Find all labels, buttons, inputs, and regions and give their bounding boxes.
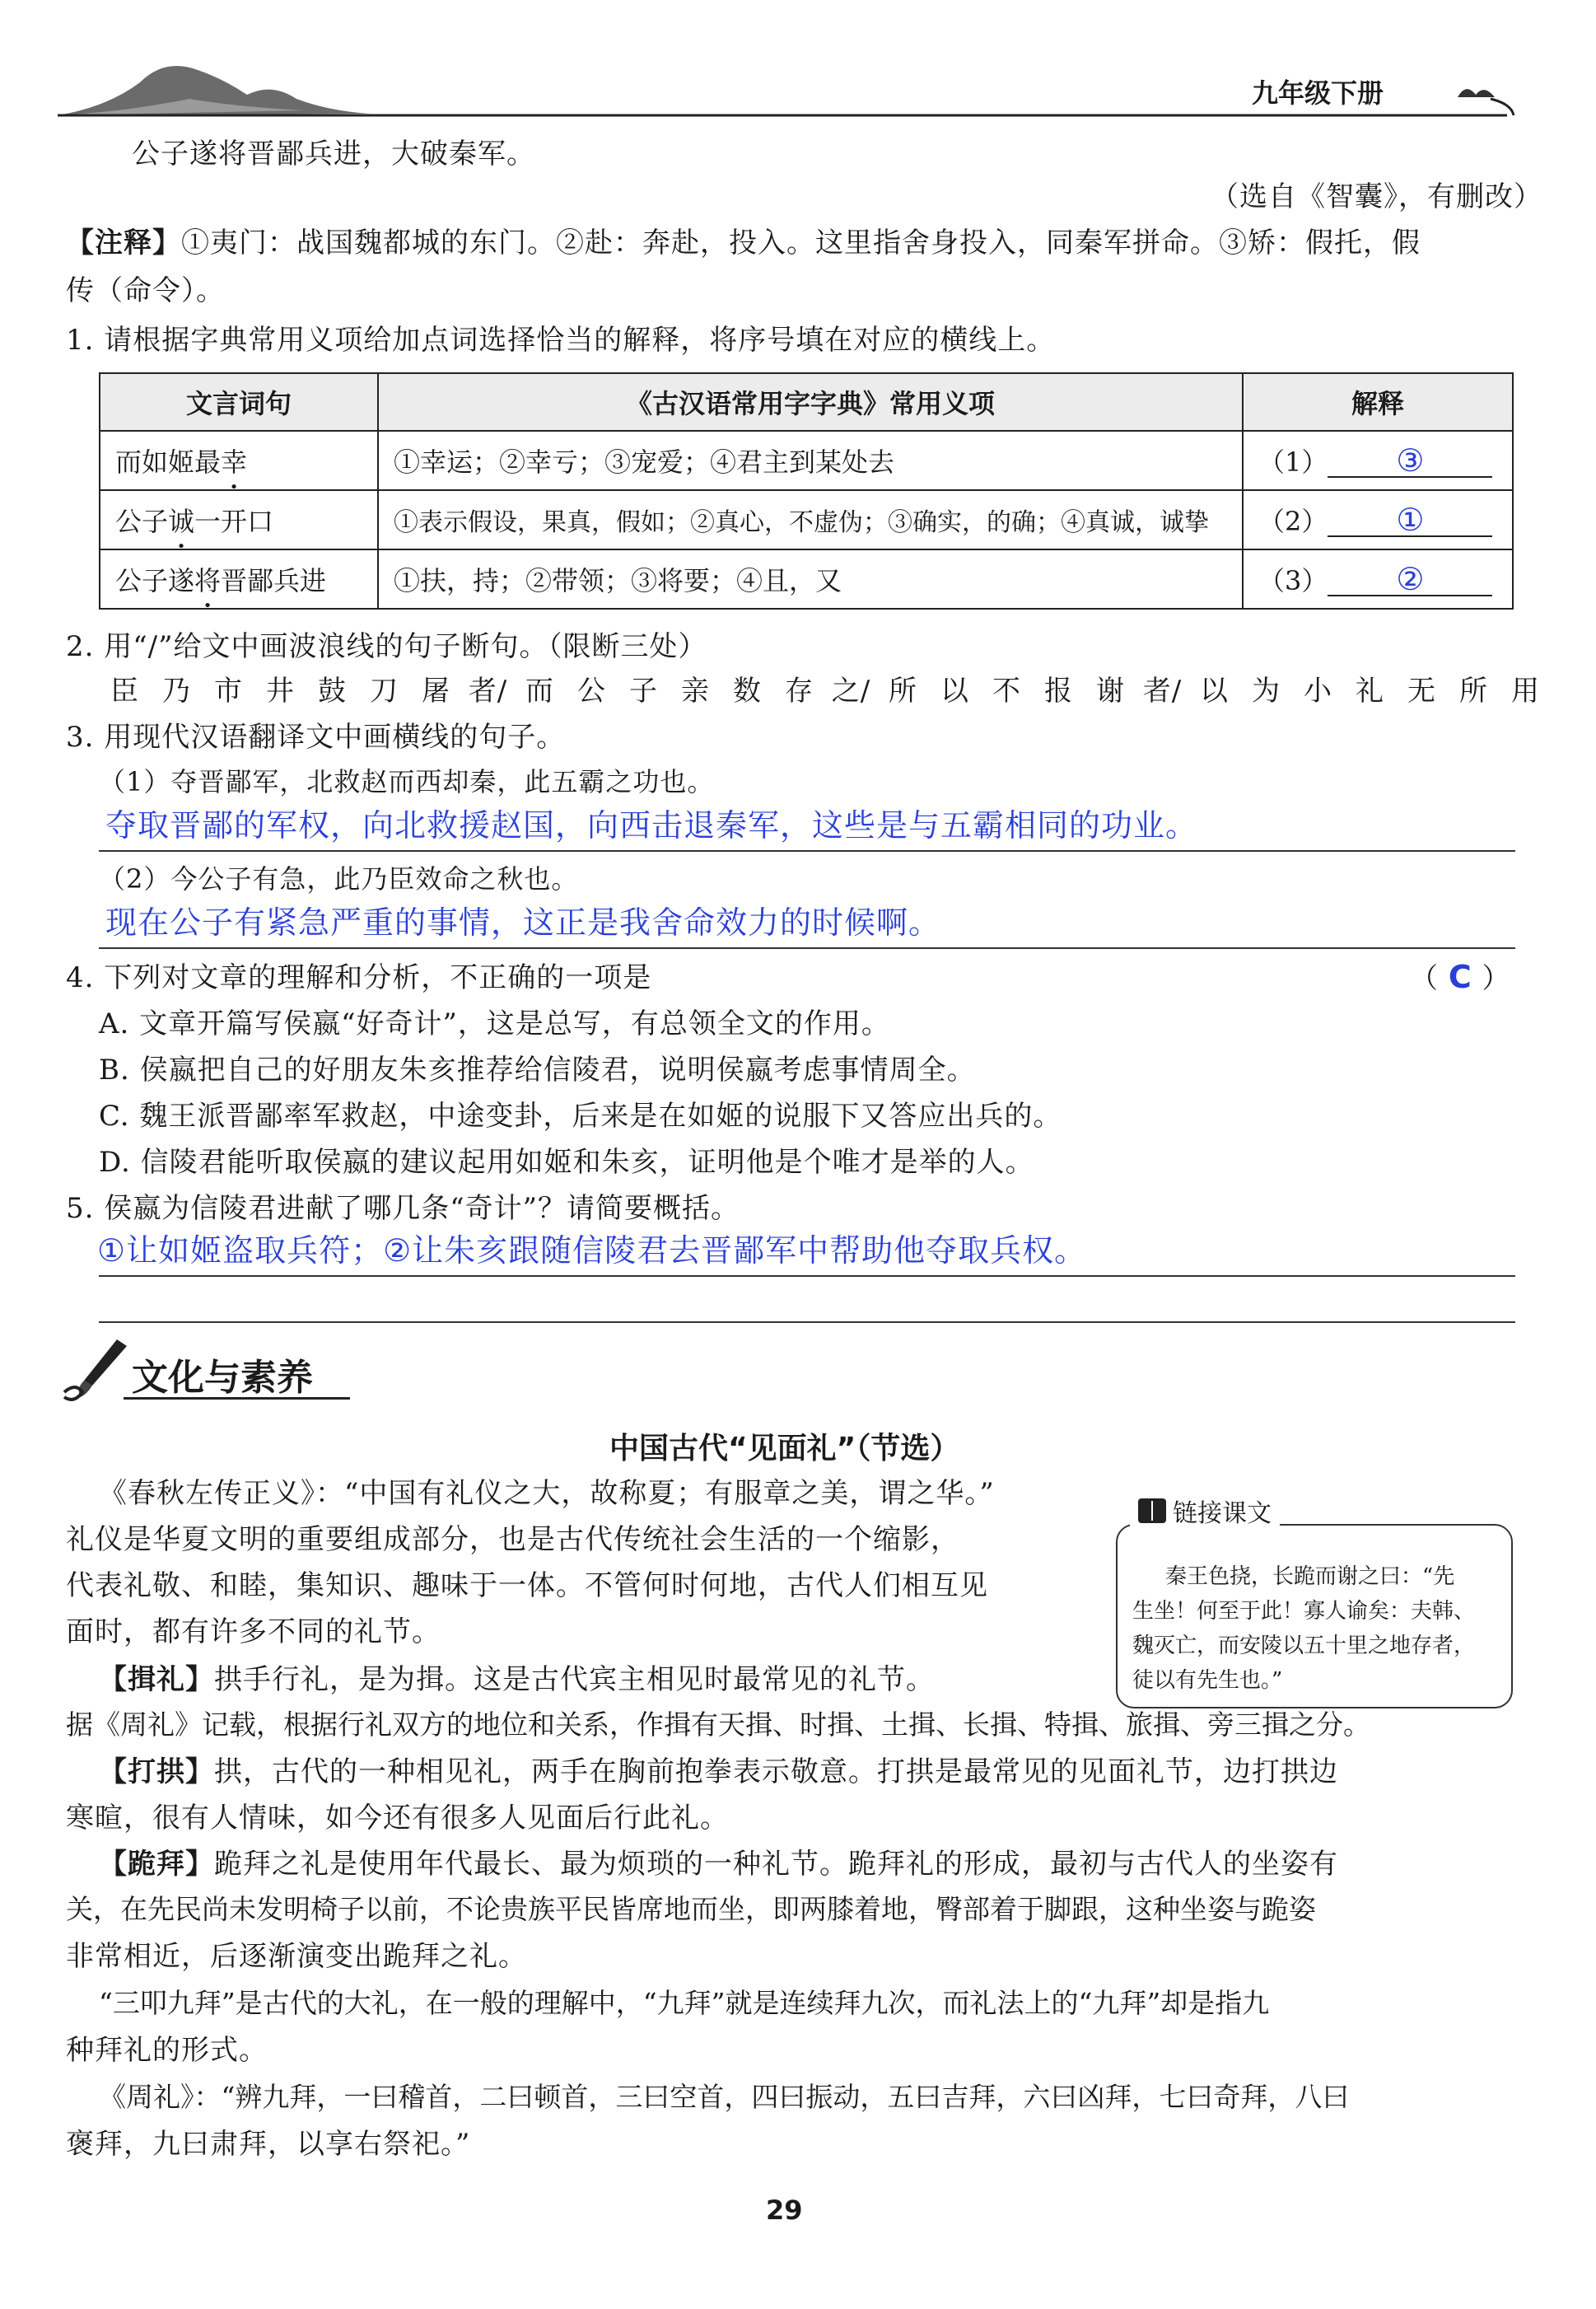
para2-line1 [99,1657,935,1702]
para5-line1: “三叩九拜”是古代的大礼，在一般的理解中，“九拜”就是连续拜九次，而礼法上的“九拜”却是指九 [99,1987,1270,2019]
page-number: 29 [766,2194,803,2226]
dotted-word: 幸 [221,446,248,478]
para4-line3: 非常相近，后逐渐演变出跪拜之礼。 [66,1940,527,1973]
passage-last-line: 公子遂将晋鄙兵进，大破秦军。 [132,138,535,171]
phrase-cell [100,490,378,549]
para1-line4: 面时，都有许多不同的礼节。 [66,1615,441,1648]
para4-text: 跪拜之礼是使用年代最长、最为烦琐的一种礼节。跪拜礼的形成，最初与古代人的坐姿有 [214,1848,1338,1881]
bracket-close: ） [1482,962,1511,995]
para3-text: 拱，古代的一种相见礼，两手在胸前抱拳表示敬意。打拱是最常见的见面礼节，边打拱边 [214,1755,1338,1788]
meanings-cell: ①表示假设，果真，假如；②真心，不虚伪；③确实，的确；④真诚，诚挚 [378,490,1243,549]
phrase-text: 公子 [115,506,169,537]
sentence-char: 报 [1044,675,1073,708]
sentence-char: 礼 [1356,675,1384,708]
notes-text-1: ①夷门：战国魏都城的东门。②赴：奔赴，投入。这里指舍身投入，同秦军拼命。③矫：假托，假 [181,227,1421,259]
sidebox-line: 徒以有先生也。” [1132,1668,1283,1693]
answer-cell [1243,490,1513,549]
phrase-text: 一开口 [194,506,274,537]
answer-blank[interactable]: ① [1328,504,1492,537]
brush-icon [59,1334,133,1409]
table-header-phrase: 文言词句 [100,373,378,431]
table-header-answer: 解释 [1243,373,1513,431]
answer-line [99,1275,1515,1277]
sentence-char: 不 [992,675,1021,708]
meanings-cell: ①扶，持；②带领；③将要；④且，又 [378,549,1243,609]
para2-text: 拱手行礼，是为揖。这是古代宾主相见时最常见的礼节。 [214,1663,935,1696]
dotted-word: 诚 [168,506,195,537]
para1-line1: 《春秋左传正义》：“中国有礼仪之大，故称夏；有服章之美，谓之华。” [99,1477,995,1510]
q5-answer[interactable]: ①让如姬盗取兵符；②让朱亥跟随信陵君去晋鄙军中帮助他夺取兵权。 [97,1232,1087,1269]
sidebox-line: 魏灭亡，而安陵以五十里之地存者， [1132,1634,1476,1658]
sentence-char: 屠 [422,675,450,708]
article-title: 中国古代“见面礼”（节选） [609,1432,960,1465]
sentence-char: 乃 [162,675,191,708]
meanings-cell: ①幸运；②幸亏；③宠爱；④君主到某处去 [378,431,1243,490]
q2-prompt: 2. 用“/”给文中画波浪线的句子断句。（限断三处） [66,630,707,663]
answer-cell [1243,431,1513,490]
q4-option-c: C. 魏王派晋鄙率军救赵，中途变卦，后来是在如姬的说服下又答应出兵的。 [99,1100,1062,1133]
para3-line2: 寒暄，很有人情味，如今还有很多人见面后行此礼。 [66,1802,729,1835]
sentence-char: 存 [785,675,814,708]
phrase-text: 而如姬最 [115,446,222,478]
table-row [100,490,1513,549]
answer-cell [1243,549,1513,609]
q4-option-a: A. 文章开篇写侯嬴“好奇计”，这是总写，有总领全文的作用。 [99,1007,890,1040]
answer-blank[interactable]: ② [1328,563,1492,596]
para4-label: 【跪拜】 [99,1848,214,1881]
table-header-row [100,373,1513,431]
sentence-char: 井 [266,675,295,708]
q3-prompt: 3. 用现代汉语翻译文中画横线的句子。 [66,721,566,754]
para5-line2: 种拜礼的形式。 [66,2034,268,2067]
q3-sentence-1: （1）夺晋鄙军，北救赵而西却秦，此五霸之功也。 [99,766,715,797]
phrase-text: 公子遂 [115,565,195,596]
table-row [100,549,1513,609]
dotted-word: 将 [194,565,222,596]
passage-source: （选自《智囊》，有删改） [1211,180,1542,213]
vocab-table [99,372,1514,610]
answer-line [99,947,1515,949]
para3-line1 [99,1750,1338,1794]
link-text-label: 链接课文 [1173,1499,1272,1528]
sentence-char: 谢 [1096,675,1125,708]
q3-answer-1[interactable]: 夺取晋鄙的军权，向北救援赵国，向西击退秦军，这些是与五霸相同的功业。 [105,807,1198,844]
q4-option-d: D. 信陵君能听取侯嬴的建议起用如姬和朱亥，证明他是个唯才是举的人。 [99,1146,1034,1179]
q4-answer-bracket [1410,952,1511,1003]
sentence-char: 臣 [110,675,139,708]
notes-line-1 [66,221,1421,265]
notes-label: 【注释】 [66,227,181,259]
sentence-char: 亲 [681,675,710,708]
para2-line2: 据《周礼》记载，根据行礼双方的地位和关系，作揖有天揖、时揖、土揖、长揖、特揖、旅揖、旁三揖之分。 [66,1708,1370,1741]
sentence-char: 无 [1407,675,1436,708]
para6-line2: 褒拜，九曰肃拜，以享右祭祀。” [66,2128,471,2161]
section-title-underline [124,1397,350,1400]
answer-number: （2） [1258,506,1328,537]
para4-line2: 关，在先民尚未发明椅子以前，不论贵族平民皆席地而坐，即两膝着地，臀部着于脚跟，这种坐姿与跪姿 [66,1893,1316,1925]
answer-line [99,1321,1515,1323]
q1-prompt: 1. 请根据字典常用义项给加点词选择恰当的解释，将序号填在对应的横线上。 [66,324,1056,357]
answer-line [99,850,1515,852]
sentence-char: 小 [1304,675,1332,708]
sentence-char: 而 [525,675,554,708]
section-title: 文化与素养 [132,1357,313,1399]
sentence-char: 鼓 [318,675,347,708]
answer-number: （1） [1258,446,1328,478]
q2-sentence [99,669,1552,713]
link-text-box [1116,1524,1513,1708]
para6-line1: 《周礼》：“辨九拜，一曰稽首，二曰顿首，三曰空首，四曰振动，五曰吉拜，六曰凶拜，七曰奇拜，八曰 [99,2081,1350,2113]
phrase-text: 晋鄙兵进 [221,565,327,596]
para3-label: 【打拱】 [99,1755,214,1788]
book-icon [1138,1498,1166,1523]
sentence-char: 所 [889,675,917,708]
q4-option-b: B. 侯嬴把自己的好朋友朱亥推荐给信陵君，说明侯嬴考虑事情周全。 [99,1054,976,1087]
q5-prompt: 5. 侯嬴为信陵君进献了哪几条“奇计”？请简要概括。 [66,1192,740,1225]
para1-line3: 代表礼敬、和睦，集知识、趣味于一体。不管何时何地，古代人们相互见 [66,1569,988,1602]
sentence-char: 者/ [468,675,508,708]
para1-line2: 礼仪是华夏文明的重要组成部分，也是古代传统社会生活的一个缩影， [66,1523,959,1556]
sentence-char: 以 [1200,675,1229,708]
sentence-char: 以 [940,675,969,708]
sentence-char: 之/ [831,675,871,708]
sentence-char: 为 [1252,675,1281,708]
sentence-char: 者/ [1142,675,1183,708]
answer-number: （3） [1258,565,1328,596]
sentence-char: 所 [1459,675,1488,708]
sentence-char: 公 [577,675,606,708]
sentence-char: 子 [629,675,658,708]
bracket-open: （ [1410,962,1439,995]
sidebox-line: 秦王色挠，长跪而谢之曰：“先 [1165,1564,1455,1589]
phrase-cell [100,549,378,609]
sentence-char: 数 [733,675,762,708]
header-title: 九年级下册 [1252,77,1384,109]
sentence-char: 市 [214,675,243,708]
sidebox-line: 生坐！何至于此！寡人谕矣：夫韩、 [1132,1599,1476,1624]
sentence-char: 用 [1511,675,1540,708]
q3-sentence-2: （2）今公子有急，此乃臣效命之秋也。 [99,863,579,895]
link-text-tag [1130,1493,1280,1529]
q4-prompt: 4. 下列对文章的理解和分析，不正确的一项是 [66,961,652,994]
para2-label: 【揖礼】 [99,1663,214,1696]
q3-answer-2[interactable]: 现在公子有紧急严重的事情，这正是我舍命效力的时候啊。 [105,904,941,941]
table-header-meanings: 《古汉语常用字字典》常用义项 [378,373,1243,431]
phrase-cell [100,431,378,490]
sentence-char: 刀 [370,675,399,708]
q4-answer[interactable]: C [1448,959,1472,995]
notes-line-2: 传（命令）。 [66,274,225,307]
para4-line1 [99,1842,1338,1886]
table-row [100,431,1513,490]
answer-blank[interactable]: ③ [1328,445,1492,478]
